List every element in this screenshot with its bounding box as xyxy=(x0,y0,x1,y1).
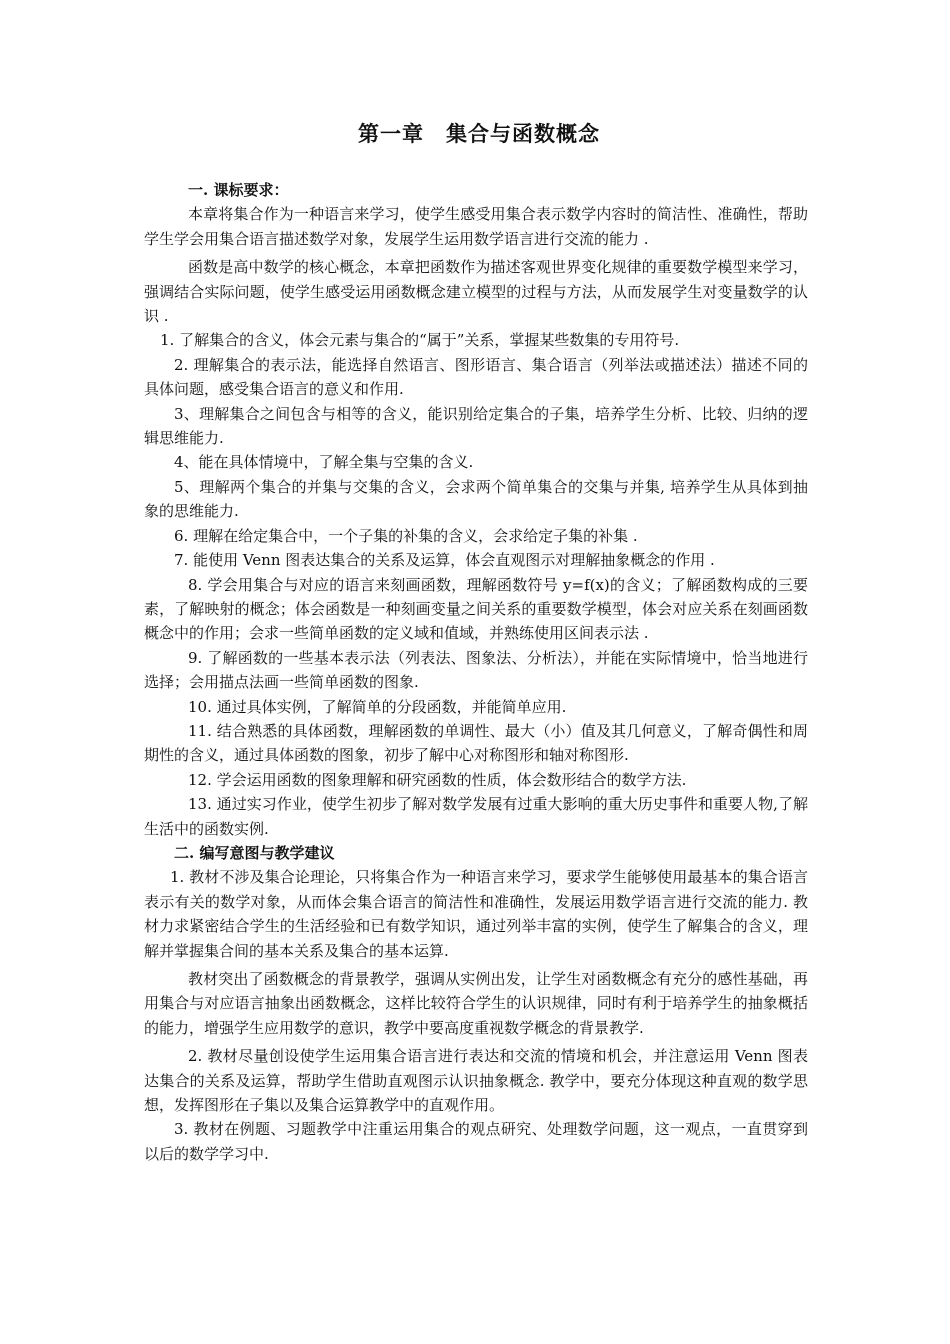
requirement-item-8: 8. 学会用集合与对应的语言来刻画函数，理解函数符号 y=f(x)的含义；了解函数构成的三要素，了解映射的概念；体会函数是一种刻画变量之间关系的重要数学模型，体会对应关系在刻画函数概念中的作用；会求一些简单函数的定义域和值域，并熟练使用区间表示法 . xyxy=(144,575,808,643)
paragraph-intro-functions: 函数是高中数学的核心概念，本章把函数作为描述客观世界变化规律的重要数学模型来学习，强调结合实际问题，使学生感受运用函数概念建立模型的过程与方法，从而发展学生对变量数学的认识 . xyxy=(144,258,808,326)
requirement-item-9: 9. 了解函数的一些基本表示法（列表法、图象法、分析法），并能在实际情境中，恰当地进行选择；会用描点法画一些简单函数的图象. xyxy=(144,648,808,692)
requirement-item-13: 13. 通过实习作业，使学生初步了解对数学发展有过重大影响的重大历史事件和重要人物,了解生活中的函数实例. xyxy=(144,795,808,838)
requirement-item-6: 6. 理解在给定集合中，一个子集的补集的含义，会求给定子集的补集 . xyxy=(174,526,638,545)
document-page xyxy=(144,118,808,1166)
requirement-item-1: 1. 了解集合的含义，体会元素与集合的“属于”关系，掌握某些数集的专用符号. xyxy=(160,331,680,350)
teaching-paragraph-2: 教材突出了函数概念的背景教学，强调从实例出发，让学生对函数概念有充分的感性基础，再用集合与对应语言抽象出函数概念，这样比较符合学生的认识规律，同时有利于培养学生的抽象概括的能力，增强学生应用数学的意识，教学中要高度重视数学概念的背景教学. xyxy=(144,970,808,1037)
requirement-item-11: 11. 结合熟悉的具体函数，理解函数的单调性、最大（小）值及其几何意义，了解奇偶性和周期性的含义，通过具体函数的图象，初步了解中心对称图形和轴对称图形. xyxy=(144,721,808,765)
section-heading-teaching: 二. 编写意图与教学建议 xyxy=(174,843,335,862)
requirement-item-4: 4、能在具体情境中，了解全集与空集的含义. xyxy=(174,453,474,472)
teaching-paragraph-3: 2. 教材尽量创设使学生运用集合语言进行表达和交流的情境和机会，并注意运用 Venn 图表达集合的关系及运算，帮助学生借助直观图示认识抽象概念. 教学中，要充分体现这种直观的数学思想，发挥图形在子集以及集合运算教学中的直观作用。 xyxy=(144,1047,808,1115)
requirement-item-2: 2. 理解集合的表示法，能选择自然语言、图形语言、集合语言（列举法或描述法）描述不同的具体问题，感受集合语言的意义和作用. xyxy=(144,355,808,399)
requirement-item-7: 7. 能使用 Venn 图表达集合的关系及运算，体会直观图示对理解抽象概念的作用 . xyxy=(174,551,715,570)
teaching-paragraph-4: 3. 教材在例题、习题教学中注重运用集合的观点研究、处理数学问题，这一观点，一直贯穿到以后的数学学习中. xyxy=(144,1120,808,1163)
chapter-title: 第一章 集合与函数概念 xyxy=(358,121,600,146)
requirement-item-5: 5、理解两个集合的并集与交集的含义，会求两个简单集合的交集与并集, 培养学生从具体到抽象的思维能力. xyxy=(144,477,808,521)
teaching-paragraph-1: 1. 教材不涉及集合论理论，只将集合作为一种语言来学习，要求学生能够使用最基本的集合语言表示有关的数学对象，从而体会集合语言的简洁性和准确性，发展运用数学语言进行交流的能力. 教材力求紧密结合学生的生活经验和已有数学知识，通过列举丰富的实例，使学生了解集合的含义，理解并掌握集合间的基本关系及集合的基本运算. xyxy=(144,868,808,960)
section-heading-curriculum: 一. 课标要求： xyxy=(188,181,289,199)
requirement-item-10: 10. 通过具体实例，了解简单的分段函数，并能简单应用. xyxy=(188,697,567,716)
requirement-item-3: 3、理解集合之间包含与相等的含义，能识别给定集合的子集，培养学生分析、比较、归纳的逻辑思维能力. xyxy=(144,404,808,448)
paragraph-intro-sets: 本章将集合作为一种语言来学习，使学生感受用集合表示数学内容时的简洁性、准确性，帮助学生学会用集合语言描述数学对象，发展学生运用数学语言进行交流的能力 . xyxy=(144,205,808,248)
requirement-item-12: 12. 学会运用函数的图象理解和研究函数的性质，体会数形结合的数学方法. xyxy=(188,770,687,789)
